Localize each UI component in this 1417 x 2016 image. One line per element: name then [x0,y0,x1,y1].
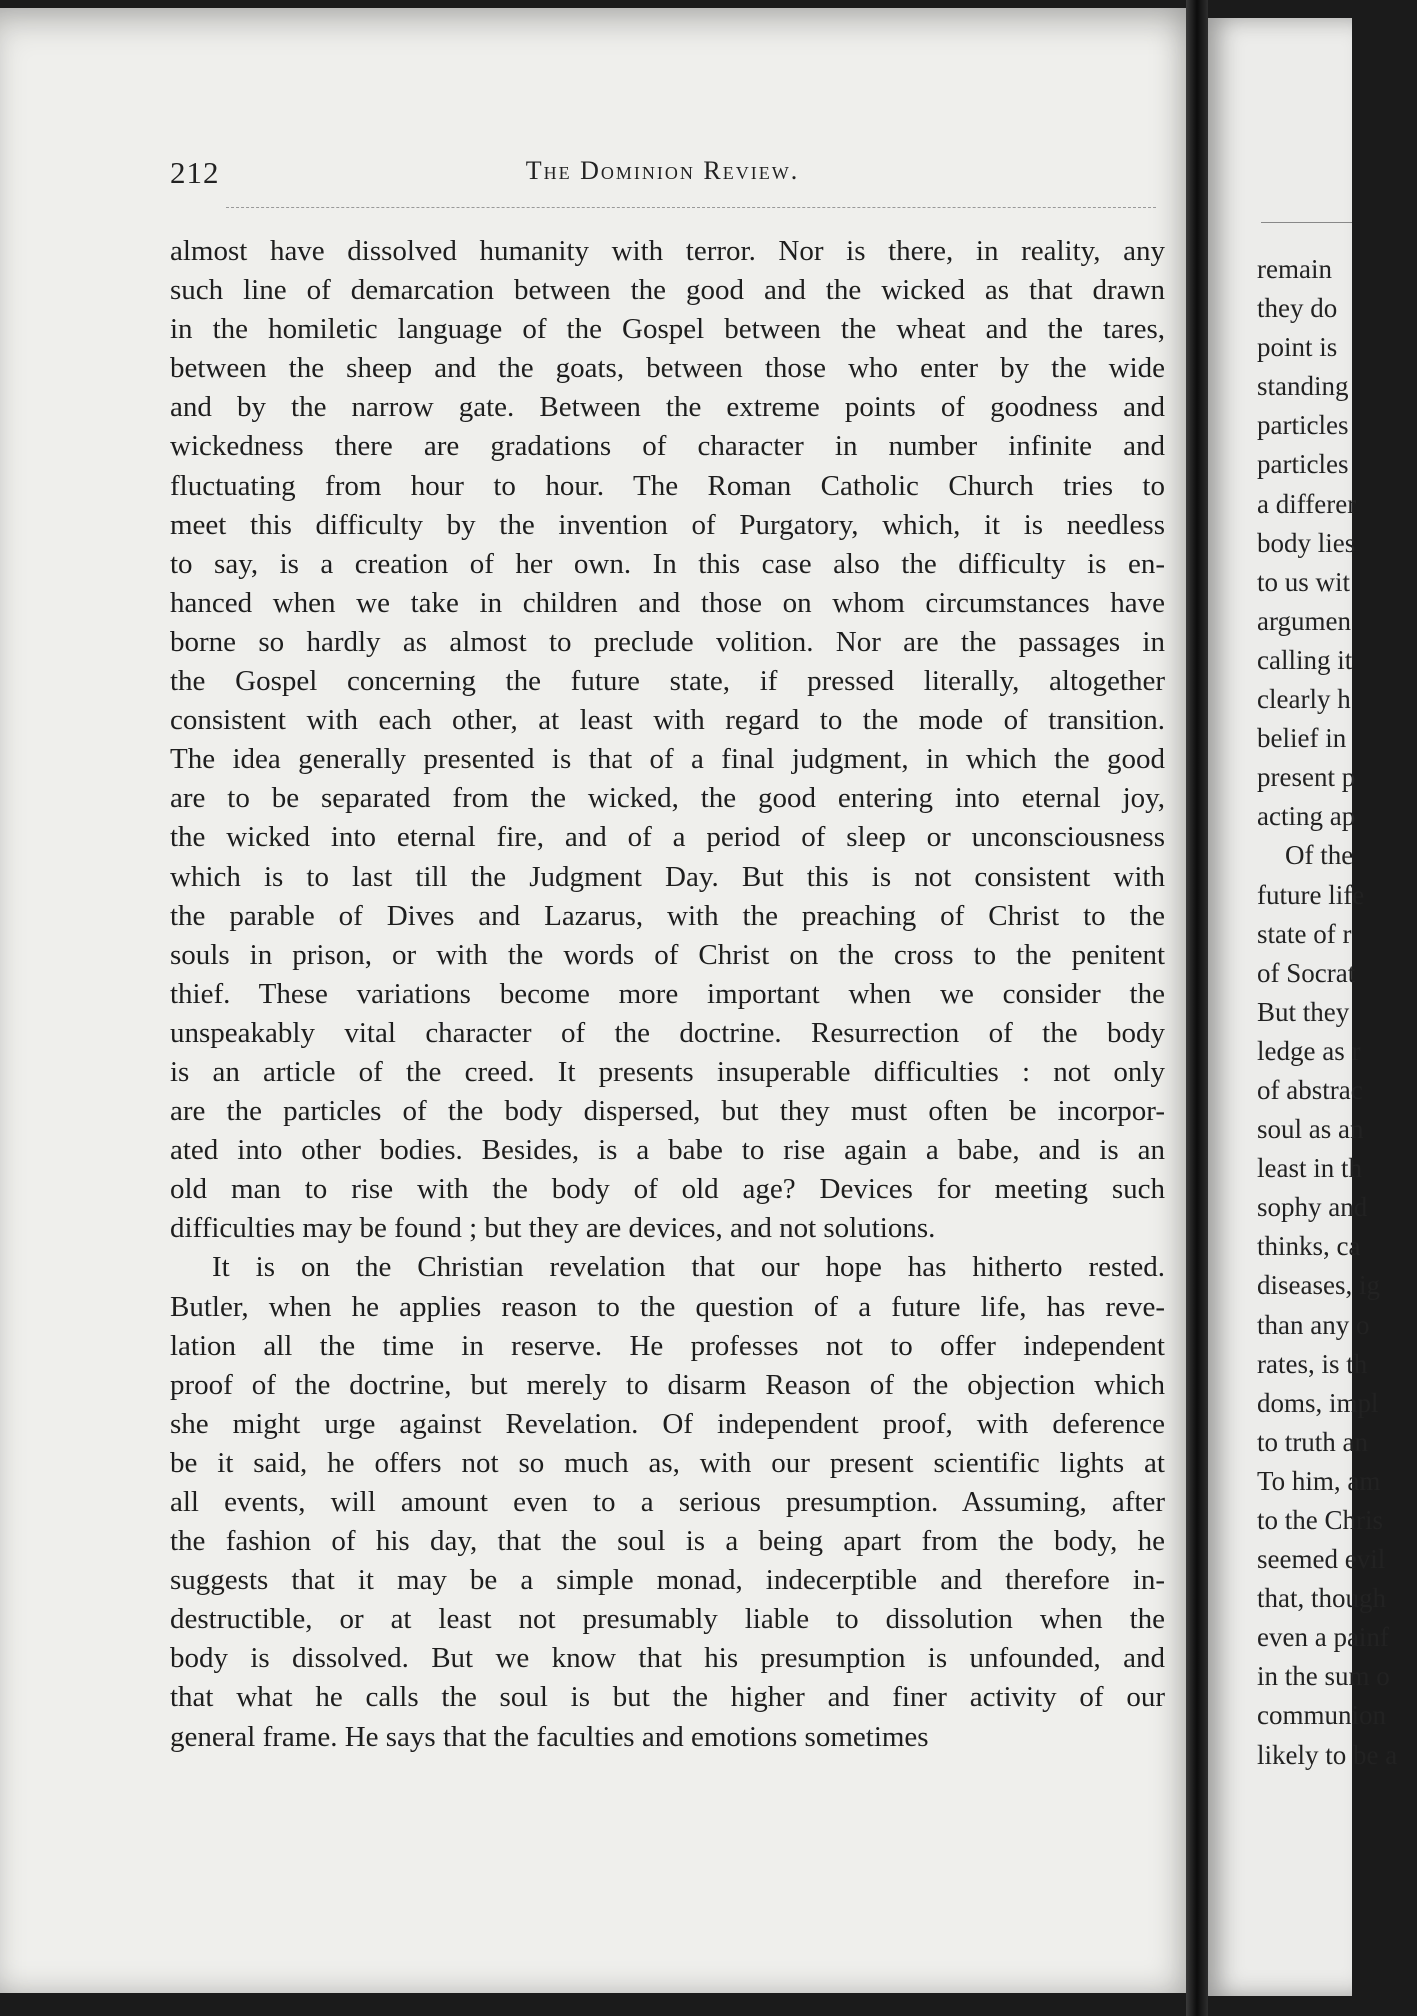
text-line: in the homiletic language of the Gospel between the wheat and the tares, [170,313,1165,346]
right-text-fragment: belief in [1257,723,1347,754]
text-line: lation all the time in reserve. He professes not to offer independent [170,1329,1165,1362]
text-line: thief. These variations become more important when we consider the [170,977,1165,1010]
right-text-fragment: likely to be a [1257,1739,1398,1770]
text-line: be it said, he offers not so much as, with our present scientific lights at [170,1446,1165,1479]
right-text-fragment: soul as an [1257,1114,1364,1145]
text-line: proof of the doctrine, but merely to disarm Reason of the objection which [170,1368,1165,1401]
right-text-fragment: body lies [1257,527,1356,558]
right-text-fragment: seemed evil [1257,1544,1386,1575]
right-text-fragment: doms, impl [1257,1387,1379,1418]
right-text-fragment: present p [1257,762,1356,793]
right-text-fragment: particles [1257,449,1349,480]
right-text-fragment: to us wit [1257,566,1351,597]
running-title: The Dominion Review. [525,156,800,185]
right-text-fragment: Of the [1285,840,1354,871]
text-line: fluctuating from hour to hour. The Roman Catholic Church tries to [170,469,1165,502]
right-text-fragment: than any o [1257,1309,1370,1340]
right-text-fragment: a differer [1257,488,1357,519]
right-text-fragment: state of r [1257,918,1352,949]
text-line: hanced when we take in children and those on whom circumstances have [170,586,1165,619]
text-line: and by the narrow gate. Between the extreme points of goodness and [170,391,1165,424]
text-line: she might urge against Revelation. Of independent proof, with deference [170,1407,1165,1440]
text-line: all events, will amount even to a serious presumption. Assuming, after [170,1486,1165,1518]
right-text-fragment: even a painf [1257,1622,1389,1653]
right-text-fragment: point is [1257,332,1338,363]
text-line: the Gospel concerning the future state, if pressed literally, altogether [170,665,1165,698]
right-text-fragment: To him, am [1257,1465,1381,1496]
text-line: general frame. He says that the faculties and emotions sometimes [170,1720,929,1753]
right-text-fragment: of Socrat [1257,957,1356,988]
right-text-fragment: rates, is th [1257,1348,1368,1379]
text-line: souls in prison, or with the words of Christ on the cross to the penitent [170,938,1165,971]
right-text-fragment: diseases, ig [1257,1270,1380,1301]
right-text-fragment: acting ap [1257,801,1356,832]
text-line: difficulties may be found ; but they are devices, and not solutions. [170,1212,936,1245]
right-text-fragment: But they [1257,996,1350,1027]
text-line: which is to last till the Judgment Day. But this is not consistent with [170,860,1165,893]
text-line: ated into other bodies. Besides, is a babe to rise again a babe, and is an [170,1134,1165,1167]
main-text-column [170,232,1165,1757]
page-number: 212 [170,155,220,190]
text-line: are the particles of the body dispersed, but they must often be incorpor- [170,1095,1165,1128]
header-rule [226,207,1156,208]
right-text-fragment: standing [1257,371,1349,402]
text-line: unspeakably vital character of the doctrine. Resurrection of the body [170,1016,1165,1049]
right-text-fragment: argumen [1257,605,1351,636]
right-page [1201,18,1398,1996]
text-line: between the sheep and the goats, between those who enter by the wide [170,352,1165,385]
text-line: the wicked into eternal fire, and of a period of sleep or unconsciousness [170,821,1165,854]
text-line: meet this difficulty by the invention of Purgatory, which, it is needless [170,508,1165,541]
text-line: almost have dissolved humanity with terror. Nor is there, in reality, any [170,235,1165,267]
text-line: wickedness there are gradations of character in number infinite and [170,430,1165,463]
right-text-fragment: particles [1257,410,1349,441]
right-text-fragment: that, though [1257,1583,1386,1614]
right-header-rule [1261,222,1352,223]
text-line: that what he calls the soul is but the higher and finer activity of our [170,1681,1165,1714]
text-line: Butler, when he applies reason to the question of a future life, has reve- [170,1290,1165,1323]
right-text-fragment: future life [1257,879,1365,910]
page-header [170,155,1155,201]
text-line: destructible, or at least not presumably liable to dissolution when the [170,1603,1165,1636]
text-line: suggests that it may be a simple monad, indecerptible and therefore in- [170,1564,1165,1597]
text-line: borne so hardly as almost to preclude volition. Nor are the passages in [170,625,1165,658]
right-text-fragment: sophy and [1257,1192,1368,1223]
text-line: consistent with each other, at least with regard to the mode of transition. [170,704,1165,737]
right-text-fragment: clearly h [1257,684,1351,715]
text-line: are to be separated from the wicked, the good entering into eternal joy, [170,782,1165,815]
right-text-fragment: calling it [1257,644,1353,675]
text-line: the parable of Dives and Lazarus, with the preaching of Christ to the [170,899,1165,932]
right-text-fragment: to truth an [1257,1426,1368,1457]
text-line: the fashion of his day, that the soul is a being apart from the body, he [170,1525,1165,1558]
right-text-fragment: of abstrac [1257,1074,1363,1105]
text-line: is an article of the creed. It presents insuperable difficulties : not only [170,1055,1165,1088]
right-page-text [1257,250,1417,1775]
right-text-fragment: least in th [1257,1153,1362,1184]
right-text-fragment: thinks, ca [1257,1231,1361,1262]
right-text-fragment: communion [1257,1700,1386,1731]
right-text-fragment: in the sum o [1257,1661,1390,1692]
text-line: such line of demarcation between the good and the wicked as that drawn [170,274,1165,307]
text-line: body is dissolved. But we know that his presumption is unfounded, and [170,1642,1165,1675]
right-text-fragment: to the Chris [1257,1505,1383,1535]
text-line: to say, is a creation of her own. In this case also the difficulty is en- [170,547,1165,580]
text-line: The idea generally presented is that of a final judgment, in which the good [170,743,1165,776]
right-text-fragment: they do [1257,293,1338,324]
book-gutter [1186,0,1208,2016]
right-text-fragment: remain [1257,254,1332,284]
right-text-fragment: ledge as r [1257,1035,1361,1066]
text-line: old man to rise with the body of old age? Devices for meeting such [170,1173,1165,1206]
text-line: It is on the Christian revelation that our hope has hitherto rested. [212,1251,1165,1284]
